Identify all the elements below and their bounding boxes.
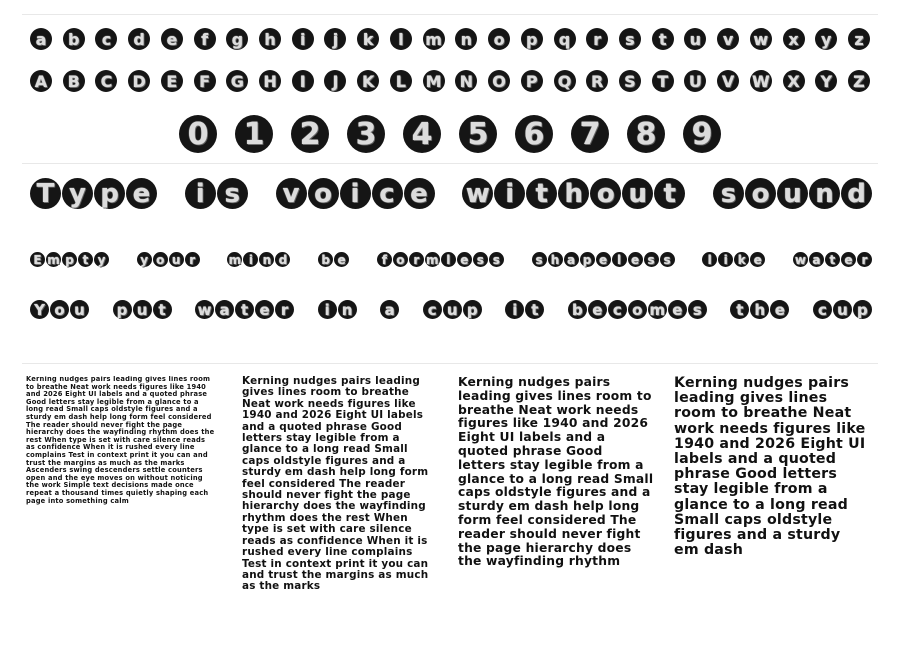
text-sample-small-body: Kerning nudges pairs leading gives lines room to breathe Neat work needs figures like 1940 and 2026 Eight UI labels and a quoted phrase Good letters stay legible from a glance to a long read Small caps oldstyle figures and a sturdy em dash help long form feel considered The reader should never fight the page hierarchy does the wayfinding rhythm does the rest When type is set with care silence reads as confidence When it is rushed every line complains Test in context print it you can and trust the margins as much as the marks Ascenders swing descenders settle counters open and the eye moves on without noticing the work Simple text decisions made once repeat a thousand times quietly shaping each page into something calm	[26, 376, 215, 505]
phrase-glyph: c	[608, 300, 627, 319]
glyph-uppercase-19: T	[652, 70, 674, 92]
phrase-glyph: p	[94, 178, 125, 209]
phrase-glyph: r	[409, 252, 424, 267]
phrase-word	[505, 300, 544, 319]
glyph-uppercase-6: G	[226, 70, 248, 92]
text-sample-medium	[242, 376, 438, 634]
phrase-glyph: t	[825, 252, 840, 267]
glyph-lowercase-1: b	[63, 28, 85, 50]
phrase-glyph: T	[30, 178, 61, 209]
phrase-glyph: f	[377, 252, 392, 267]
glyph-uppercase-10: K	[357, 70, 379, 92]
phrase-glyph: u	[133, 300, 152, 319]
phrase-glyph: c	[813, 300, 832, 319]
phrase-word	[318, 252, 349, 267]
phrase-glyph: Y	[30, 300, 49, 319]
phrase-glyph: u	[443, 300, 462, 319]
phrase-glyph: y	[94, 252, 109, 267]
phrase-word	[318, 300, 357, 319]
glyph-uppercase-15: P	[521, 70, 543, 92]
glyph-digits-2: 2	[291, 115, 329, 153]
subhead-phrase	[30, 252, 872, 267]
glyph-digits-7: 7	[571, 115, 609, 153]
glyph-uppercase-9: J	[324, 70, 346, 92]
glyph-digits-8: 8	[627, 115, 665, 153]
phrase-word	[137, 252, 200, 267]
phrase-glyph: i	[185, 178, 216, 209]
glyph-uppercase-3: D	[128, 70, 150, 92]
glyph-lowercase-17: r	[586, 28, 608, 50]
phrase-glyph: e	[588, 300, 607, 319]
phrase-glyph: m	[228, 252, 242, 267]
glyph-lowercase-4: e	[161, 28, 183, 50]
phrase-glyph: p	[853, 300, 872, 319]
phrase-glyph: s	[713, 178, 744, 209]
phrase-glyph: m	[426, 252, 439, 267]
phrase-glyph: e	[628, 252, 643, 267]
phrase-glyph: r	[275, 300, 294, 319]
glyph-uppercase-14: O	[488, 70, 510, 92]
glyph-uppercase-8: I	[292, 70, 314, 92]
phrase-word	[377, 252, 504, 267]
phrase-word	[702, 252, 765, 267]
phrase-glyph: d	[275, 252, 290, 267]
phrase-glyph: n	[338, 300, 357, 319]
phrase-glyph: e	[750, 252, 765, 267]
phrase-word	[568, 300, 707, 319]
phrase-glyph: n	[259, 252, 274, 267]
glyph-lowercase-23: x	[783, 28, 805, 50]
phrase-glyph: s	[660, 252, 675, 267]
glyph-uppercase-2: C	[95, 70, 117, 92]
phrase-glyph: a	[564, 252, 579, 267]
glyph-lowercase-14: o	[488, 28, 510, 50]
glyph-uppercase-12: M	[423, 70, 445, 92]
glyph-uppercase-17: R	[586, 70, 608, 92]
text-sample-xlarge	[674, 376, 870, 634]
phrase-word	[276, 178, 435, 209]
glyph-lowercase-8: i	[292, 28, 314, 50]
glyph-digits-5: 5	[459, 115, 497, 153]
glyph-lowercase-24: y	[815, 28, 837, 50]
glyph-uppercase-11: L	[390, 70, 412, 92]
glyph-lowercase-11: l	[390, 28, 412, 50]
phrase-glyph: t	[654, 178, 685, 209]
phrase-glyph: e	[404, 178, 435, 209]
phrase-glyph: p	[580, 252, 595, 267]
phrase-glyph: a	[380, 300, 399, 319]
glyph-uppercase-4: E	[161, 70, 183, 92]
text-sample-large-body: Kerning nudges pairs leading gives lines room to breathe Neat work needs figures like 1940 and 2026 Eight UI labels and a quoted phrase Good letters stay legible from a glance to a long read Small caps oldstyle figures and a sturdy em dash help long form feel considered The reader should never fight the page hierarchy does the wayfinding rhythm	[458, 376, 654, 569]
glyph-digits-9: 9	[683, 115, 721, 153]
glyph-uppercase-21: V	[717, 70, 739, 92]
glyph-lowercase-2: c	[95, 28, 117, 50]
phrase-glyph: a	[809, 252, 824, 267]
phrase-glyph: o	[745, 178, 776, 209]
glyph-uppercase-25: Z	[848, 70, 870, 92]
glyph-lowercase-5: f	[194, 28, 216, 50]
glyph-uppercase-0: A	[30, 70, 52, 92]
glyph-digits-4: 4	[403, 115, 441, 153]
phrase-glyph: o	[393, 252, 408, 267]
phrase-glyph: s	[688, 300, 707, 319]
phrase-glyph: p	[463, 300, 482, 319]
phrase-glyph: e	[255, 300, 274, 319]
phrase-glyph: e	[841, 252, 856, 267]
phrase-word	[813, 300, 872, 319]
phrase-glyph: s	[473, 252, 488, 267]
phrase-glyph: r	[185, 252, 200, 267]
phrase-glyph: o	[590, 178, 621, 209]
text-sample-medium-body: Kerning nudges pairs leading gives lines room to breathe Neat work needs figures like 1940 and 2026 Eight UI labels and a quoted phrase Good letters stay legible from a glance to a long read Small caps oldstyle figures and a sturdy em dash help long form feel considered The reader should never fight the page hierarchy does the wayfinding rhythm does the rest When type is set with care silence reads as confidence When it is rushed every line complains Test in context print it you can and trust the margins as much as the marks	[242, 376, 429, 593]
phrase-glyph: a	[215, 300, 234, 319]
phrase-glyph: E	[30, 252, 45, 267]
phrase-glyph: h	[750, 300, 769, 319]
glyph-lowercase-7: h	[259, 28, 281, 50]
phrase-word	[793, 252, 872, 267]
glyph-digits-3: 3	[347, 115, 385, 153]
phrase-word	[730, 300, 789, 319]
phrase-glyph: u	[622, 178, 653, 209]
phrase-glyph: l	[702, 252, 717, 267]
phrase-glyph: t	[525, 300, 544, 319]
glyph-lowercase-6: g	[226, 28, 248, 50]
phrase-glyph: t	[153, 300, 172, 319]
phrase-glyph: i	[340, 178, 371, 209]
phrase-glyph: h	[558, 178, 589, 209]
phrase-word	[227, 252, 290, 267]
phrase-glyph: e	[770, 300, 789, 319]
glyph-lowercase-25: z	[848, 28, 870, 50]
glyph-lowercase-13: n	[455, 28, 477, 50]
phrase-glyph: o	[308, 178, 339, 209]
phrase-glyph: s	[532, 252, 547, 267]
glyph-lowercase-3: d	[128, 28, 150, 50]
phrase-glyph: w	[195, 300, 214, 319]
phrase-glyph: t	[78, 252, 93, 267]
phrase-word	[185, 178, 248, 209]
phrase-glyph: m	[47, 252, 60, 267]
glyph-uppercase-23: X	[783, 70, 805, 92]
uppercase-glyph-row	[22, 70, 878, 92]
phrase-glyph: i	[718, 252, 733, 267]
phrase-glyph: i	[318, 300, 337, 319]
top-divider	[22, 14, 878, 15]
glyph-uppercase-7: H	[259, 70, 281, 92]
glyph-uppercase-16: Q	[554, 70, 576, 92]
glyph-lowercase-0: a	[30, 28, 52, 50]
phrase-glyph: b	[318, 252, 333, 267]
phrase-glyph: s	[217, 178, 248, 209]
phrase-glyph: c	[372, 178, 403, 209]
digit-glyph-row	[22, 115, 878, 153]
phrase-word	[462, 178, 685, 209]
glyph-lowercase-10: k	[357, 28, 379, 50]
phrase-word	[30, 300, 89, 319]
phrase-glyph: e	[457, 252, 472, 267]
phrase-glyph: i	[505, 300, 524, 319]
phrase-glyph: l	[612, 252, 627, 267]
glyph-lowercase-9: j	[324, 28, 346, 50]
phrase-glyph: v	[276, 178, 307, 209]
phrase-glyph: w	[462, 178, 493, 209]
phrase-glyph: b	[568, 300, 587, 319]
phrase-word	[423, 300, 482, 319]
glyph-digits-0: 0	[179, 115, 217, 153]
phrase-glyph: c	[423, 300, 442, 319]
phrase-word	[30, 252, 109, 267]
phrase-glyph: k	[734, 252, 749, 267]
phrase-glyph: m	[649, 300, 666, 319]
phrase-glyph: y	[62, 178, 93, 209]
phrase-word	[195, 300, 294, 319]
phrase-glyph: t	[730, 300, 749, 319]
glyph-uppercase-1: B	[63, 70, 85, 92]
phrase-glyph: u	[833, 300, 852, 319]
phrase-glyph: o	[628, 300, 647, 319]
glyph-uppercase-5: F	[194, 70, 216, 92]
phrase-word	[532, 252, 675, 267]
glyph-lowercase-19: t	[652, 28, 674, 50]
tagline-phrase	[30, 300, 872, 319]
phrase-glyph: s	[489, 252, 504, 267]
glyph-uppercase-24: Y	[815, 70, 837, 92]
glyph-uppercase-20: U	[684, 70, 706, 92]
glyph-lowercase-12: m	[423, 28, 445, 50]
phrase-glyph: e	[334, 252, 349, 267]
glyph-lowercase-22: w	[750, 28, 772, 50]
phrase-glyph: e	[596, 252, 611, 267]
phrase-glyph: p	[113, 300, 132, 319]
phrase-glyph: r	[857, 252, 872, 267]
glyph-lowercase-20: u	[684, 28, 706, 50]
phrase-glyph: h	[548, 252, 563, 267]
phrase-glyph: e	[668, 300, 687, 319]
glyph-digits-1: 1	[235, 115, 273, 153]
phrase-glyph: e	[126, 178, 157, 209]
text-sample-large	[458, 376, 654, 634]
phrase-glyph: t	[235, 300, 254, 319]
phrase-glyph: i	[494, 178, 525, 209]
phrase-glyph: l	[441, 252, 456, 267]
phrase-glyph: y	[137, 252, 152, 267]
glyph-uppercase-18: S	[619, 70, 641, 92]
glyph-lowercase-16: q	[554, 28, 576, 50]
glyph-lowercase-21: v	[717, 28, 739, 50]
phrase-word	[30, 178, 157, 209]
phrase-glyph: o	[153, 252, 168, 267]
phrase-glyph: u	[169, 252, 184, 267]
text-sample-small	[26, 376, 216, 634]
phrase-word	[380, 300, 399, 319]
glyph-uppercase-13: N	[455, 70, 477, 92]
phrase-glyph: p	[62, 252, 77, 267]
text-sample-xlarge-body: Kerning nudges pairs leading gives lines room to breathe Neat work needs figures like 1940 and 2026 Eight UI labels and a quoted phrase Good letters stay legible from a glance to a long read Small caps oldstyle figures and a sturdy em dash	[674, 376, 866, 559]
phrase-glyph: s	[644, 252, 659, 267]
phrase-glyph: o	[50, 300, 69, 319]
headline-phrase	[30, 178, 872, 209]
glyph-divider	[22, 163, 878, 164]
phrase-word	[713, 178, 872, 209]
phrase-glyph: n	[809, 178, 840, 209]
glyph-lowercase-15: p	[521, 28, 543, 50]
phrase-glyph: u	[777, 178, 808, 209]
glyph-digits-6: 6	[515, 115, 553, 153]
phrase-glyph: d	[841, 178, 872, 209]
phrase-divider	[22, 363, 878, 364]
lowercase-glyph-row	[22, 28, 878, 50]
phrase-word	[113, 300, 172, 319]
glyph-lowercase-18: s	[619, 28, 641, 50]
phrase-glyph: i	[243, 252, 258, 267]
phrase-glyph: u	[70, 300, 89, 319]
phrase-glyph: t	[526, 178, 557, 209]
glyph-uppercase-22: W	[750, 70, 772, 92]
phrase-glyph: w	[794, 252, 806, 267]
